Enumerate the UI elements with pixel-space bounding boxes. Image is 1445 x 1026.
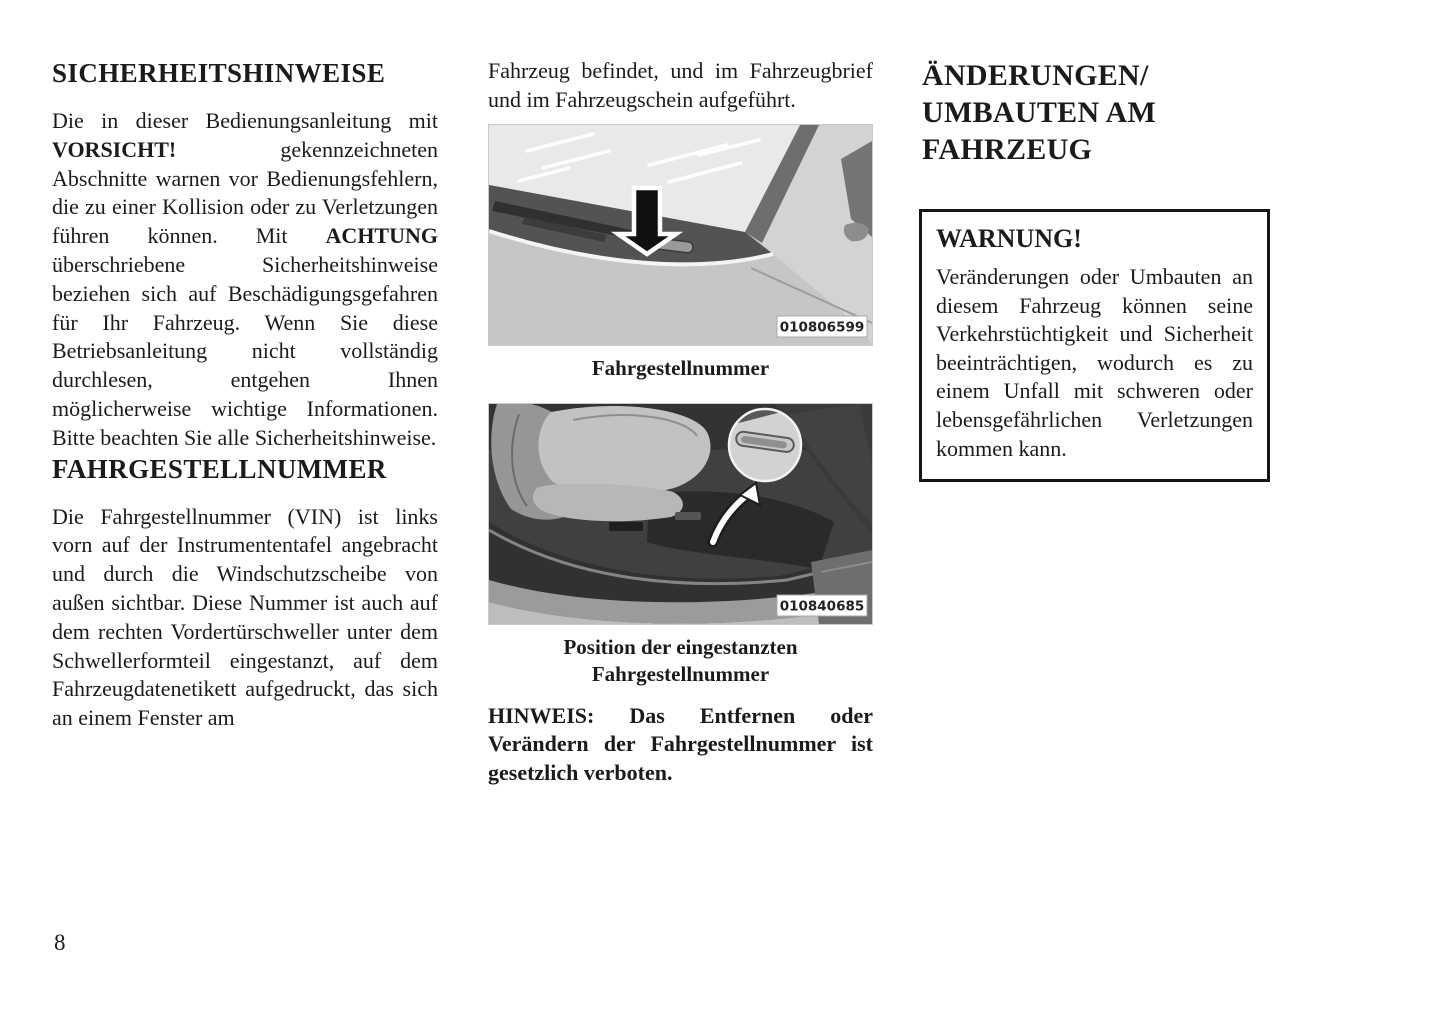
safety-paragraph-part-3: überschriebene Sicherheitshinweise beziehen sich auf Beschädigungsgefahren für Ihr Fahrzeug. Wenn Sie diese Betriebsanleitung nicht vollständig durchlesen, entgehen Ihnen möglicherweise wichtige Informationen. Bitte beachten Sie alle Sicherheitshinweise. <box>52 251 438 450</box>
warning-box <box>919 209 1270 482</box>
modifications-heading <box>922 57 1304 168</box>
safety-notes-heading: SICHERHEITSHINWEISE <box>52 58 386 88</box>
vin-paragraph: Die Fahrgestellnummer (VIN) ist links vorn auf der Instrumententafel angebracht und durch die Windschutzscheibe von außen sichtbar. Diese Nummer ist auch auf dem rechten Vordertürschweller unter dem Schwellerformteil eingestanzt, auf dem Fahrzeugdatenetikett aufgedruckt, das sich an einem Fenster am <box>52 503 438 731</box>
figure2-code-label <box>777 595 867 616</box>
modifications-heading-line2: UMBAUTEN AM <box>922 96 1157 129</box>
figure1-code-text: 010806599 <box>779 319 865 336</box>
safety-paragraph-part-1: Die in dieser Bedienungsanleitung mit <box>52 108 438 133</box>
modifications-heading-line1: ÄNDERUNGEN/ <box>922 59 1149 92</box>
safety-paragraph-part-2: gekennzeichneten Abschnitte warnen vor Bedienungsfehlern, die zu einer Kollision oder zu Verletzungen führen können. Mit <box>52 136 438 249</box>
vin-paragraph-continuation: Fahrzeug befindet, und im Fahrzeugbrief und im Fahrzeugschein aufgeführt. <box>488 58 873 112</box>
figure2-caption-line1: Position der eingestanzten <box>563 634 798 659</box>
page-number: 8 <box>54 930 66 955</box>
figure2-code-text: 010840685 <box>779 598 865 615</box>
door-sill-vin-illustration <box>488 403 873 625</box>
figure2-caption <box>488 634 873 688</box>
modifications-heading-line3: FAHRZEUG <box>922 133 1093 166</box>
right-column <box>922 57 1304 482</box>
warning-title: WARNUNG! <box>936 224 1082 253</box>
figure1-caption: Fahrgestellnummer <box>591 355 770 380</box>
legal-note: HINWEIS: Das Entfernen oder Verändern der Fahrgestellnummer ist gesetzlich verboten. <box>488 702 873 786</box>
seat-rail-bracket <box>675 512 701 520</box>
figure-door-sill-vin <box>488 403 873 688</box>
figure2-caption-line2: Fahrgestellnummer <box>591 661 770 686</box>
figure-windshield-vin <box>488 124 873 382</box>
vorsicht-keyword: VORSICHT! <box>52 136 177 162</box>
windshield-vin-illustration <box>488 124 873 346</box>
vin-heading: FAHRGESTELLNUMMER <box>52 453 387 484</box>
safety-notes-paragraph <box>52 107 438 453</box>
achtung-keyword: ACHTUNG <box>325 223 438 249</box>
seat-cushion <box>539 406 711 496</box>
warning-text: Veränderungen oder Umbauten an diesem Fahrzeug können seine Verkehrstüchtigkeit und Sicherheit beeinträchtigen, wodurch es zu einem Unfall mit schweren oder lebensgefährlichen Verletzungen kommen kann. <box>936 264 1253 461</box>
seat-rail <box>609 522 643 531</box>
left-column <box>52 57 438 733</box>
middle-column <box>488 57 873 788</box>
figure1-code-label <box>777 316 867 337</box>
